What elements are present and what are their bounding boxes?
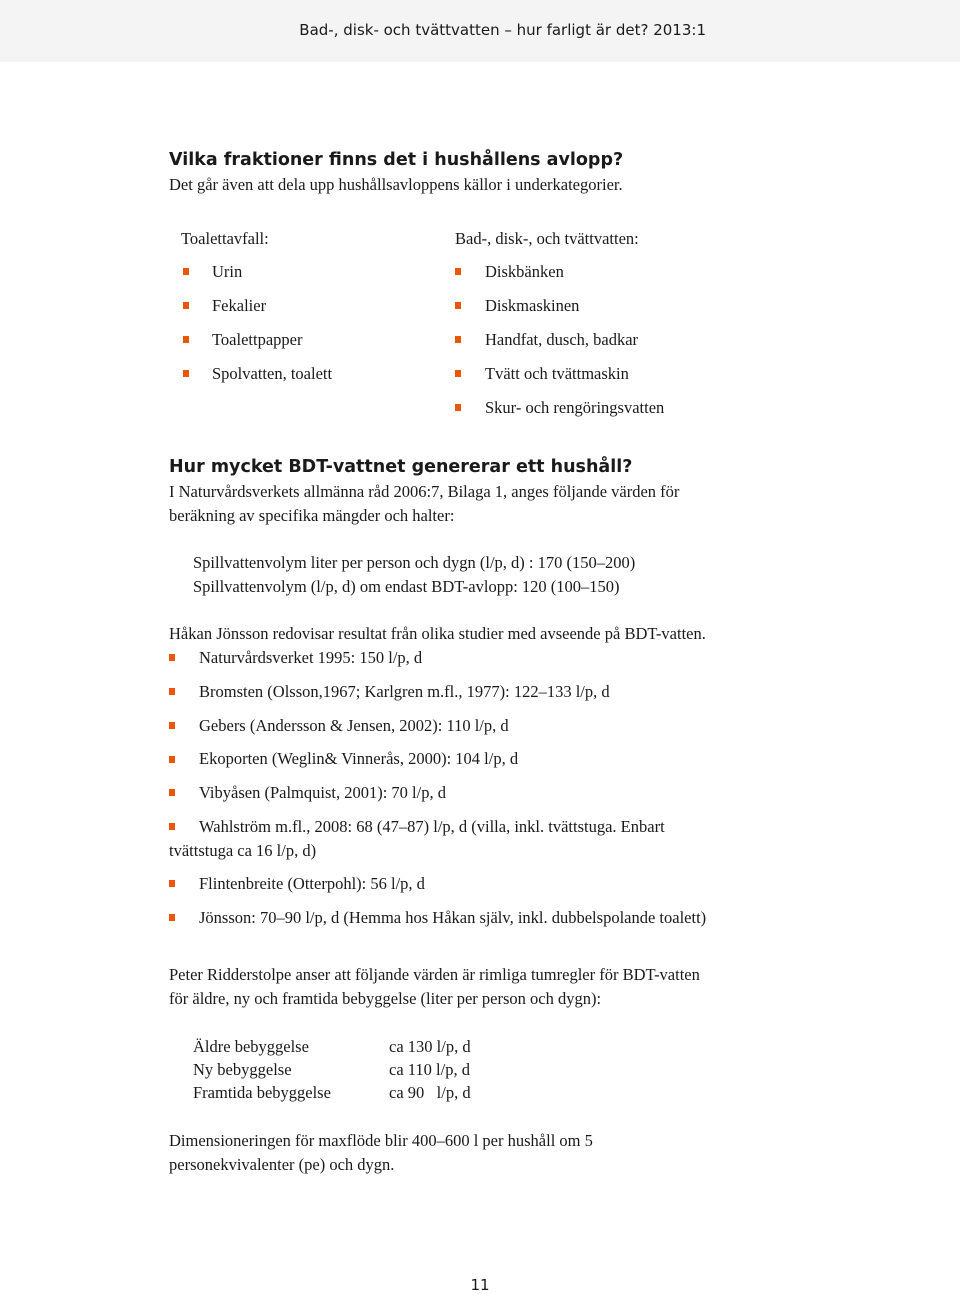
right-item: Diskbänken xyxy=(485,262,564,281)
table-label: Äldre bebyggelse xyxy=(193,1037,309,1056)
bullet-icon xyxy=(183,302,189,309)
right-column-title: Bad-, disk-, och tvättvatten: xyxy=(455,229,639,248)
study-item-continuation: tvättstuga ca 16 l/p, d) xyxy=(169,841,317,860)
intro-text: Det går även att dela upp hushållsavloppens källor i underkategorier. xyxy=(169,175,623,194)
jonsson-intro: Håkan Jönsson redovisar resultat från olika studier med avseende på BDT-vatten. xyxy=(169,624,706,643)
study-item: Vibyåsen (Palmquist, 2001): 70 l/p, d xyxy=(199,783,446,802)
bullet-icon xyxy=(169,688,175,695)
bullet-icon xyxy=(455,404,461,411)
right-item: Handfat, dusch, badkar xyxy=(485,330,639,349)
table-value: ca 110 l/p, d xyxy=(389,1060,470,1079)
study-item: Naturvårdsverket 1995: 150 l/p, d xyxy=(199,648,423,667)
bullet-icon xyxy=(455,268,461,275)
study-item: Bromsten (Olsson,1967; Karlgren m.fl., 1977): 122–133 l/p, d xyxy=(199,682,610,701)
bullet-icon xyxy=(169,914,175,921)
study-item: Wahlström m.fl., 2008: 68 (47–87) l/p, d (villa, inkl. tvättstuga. Enbart xyxy=(199,817,665,836)
bullet-icon xyxy=(169,880,175,887)
paragraph-line: I Naturvårdsverkets allmänna råd 2006:7, Bilaga 1, anges följande värden för xyxy=(169,482,680,501)
bullet-icon xyxy=(183,268,189,275)
bullet-icon xyxy=(169,789,175,796)
page-header xyxy=(0,0,960,62)
left-item: Urin xyxy=(212,262,243,281)
right-item: Skur- och rengöringsvatten xyxy=(485,398,665,417)
bullet-icon xyxy=(169,756,175,763)
bullet-icon xyxy=(169,722,175,729)
bullet-icon xyxy=(455,302,461,309)
table-value: ca 130 l/p, d xyxy=(389,1037,471,1056)
bullet-icon xyxy=(183,370,189,377)
header-title: Bad-, disk- och tvättvatten – hur farligt är det? 2013:1 xyxy=(299,21,706,39)
bullet-icon xyxy=(455,336,461,343)
right-item: Tvätt och tvättmaskin xyxy=(485,364,629,383)
left-item: Spolvatten, toalett xyxy=(212,364,333,383)
left-column-title: Toalettavfall: xyxy=(181,229,269,248)
study-item: Gebers (Andersson & Jensen, 2002): 110 l/p, d xyxy=(199,716,509,735)
left-item: Toalettpapper xyxy=(212,330,303,349)
paragraph-line: beräkning av specifika mängder och halter: xyxy=(169,506,455,525)
table-label: Framtida bebyggelse xyxy=(193,1083,331,1102)
right-item: Diskmaskinen xyxy=(485,296,580,315)
bullet-icon xyxy=(455,370,461,377)
section-heading-fractions: Vilka fraktioner finns det i hushållens avlopp? xyxy=(169,150,624,170)
study-item: Jönsson: 70–90 l/p, d (Hemma hos Håkan själv, inkl. dubbelspolande toalett) xyxy=(199,908,707,927)
bullet-icon xyxy=(183,336,189,343)
spec-line: Spillvattenvolym liter per person och dygn (l/p, d) : 170 (150–200) xyxy=(193,553,636,572)
ridderstolpe-line: Peter Ridderstolpe anser att följande värden är rimliga tumregler för BDT-vatten xyxy=(169,965,700,984)
bullet-icon xyxy=(169,654,175,661)
ridderstolpe-line: för äldre, ny och framtida bebyggelse (liter per person och dygn): xyxy=(169,989,602,1008)
page-number: 11 xyxy=(470,1276,490,1294)
table-label: Ny bebyggelse xyxy=(193,1060,292,1079)
left-item: Fekalier xyxy=(212,296,267,315)
dimension-line: Dimensioneringen för maxflöde blir 400–600 l per hushåll om 5 xyxy=(169,1131,593,1150)
study-item: Flintenbreite (Otterpohl): 56 l/p, d xyxy=(199,874,425,893)
bullet-icon xyxy=(169,823,175,830)
dimension-line: personekvivalenter (pe) och dygn. xyxy=(169,1155,395,1174)
spec-line: Spillvattenvolym (l/p, d) om endast BDT-avlopp: 120 (100–150) xyxy=(193,577,620,596)
study-item: Ekoporten (Weglin& Vinnerås, 2000): 104 l/p, d xyxy=(199,749,519,768)
section-heading-bdt: Hur mycket BDT-vattnet genererar ett hushåll? xyxy=(169,457,633,477)
table-value: ca 90 l/p, d xyxy=(389,1083,471,1102)
